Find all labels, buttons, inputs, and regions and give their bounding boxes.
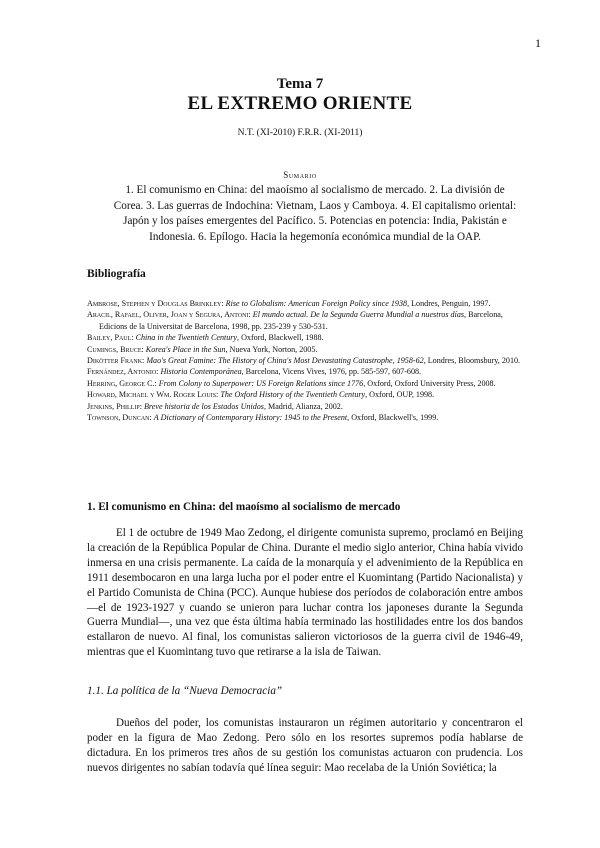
bib-author: Ambrose, Stephen y Douglas Brinkley: bbox=[87, 299, 224, 308]
bib-author: Dikötter Frank: bbox=[87, 356, 145, 366]
bibliography-entry bbox=[87, 378, 523, 389]
page-title: EL EXTREMO ORIENTE bbox=[187, 93, 413, 114]
bib-author: Herring, George C.: bbox=[87, 378, 157, 388]
bib-publication: , Oxford, OUP, 1998. bbox=[365, 390, 435, 400]
bib-title: El mundo actual. De la Segunda Guerra Mundial a nuestros días bbox=[252, 310, 465, 320]
bib-author: Townson, Duncan: bbox=[87, 413, 152, 423]
bib-publication: , Barcelona, Edicions de la Universitat de Barcelona, 1998, pp. 235-239 y 530-531. bbox=[99, 310, 503, 331]
bib-publication: , Oxford, Oxford University Press, 2008. bbox=[363, 378, 496, 388]
bib-title: Historia Contemporánea bbox=[160, 367, 242, 377]
bib-title: The Oxford History of the Twentieth Century bbox=[220, 390, 366, 400]
summary-text: 1. El comunismo en China: del maoísmo al socialismo de mercado. 2. La división de Corea. 3. Las guerras de Indochina: Vietnam, Laos y Camboya. 4. El capitalismo oriental: Japón y los países emergentes del Pacífico. 5. Potencias en potencia: India, Pakistán e Indonesia. 6. Epílogo. Hacia la hegemonía económica mundial de la OAP. bbox=[113, 184, 517, 243]
bib-title: China in the Twentieth Century bbox=[135, 333, 238, 343]
bibliography-entry bbox=[87, 389, 523, 400]
bib-publication: , Londres, Penguin, 1997. bbox=[407, 299, 491, 308]
paragraph-2: Dueños del poder, los comunistas instauraron un régimen autoritario y concentraron el poder en la figura de Mao Zedong. Pero sólo en los resortes supremos podía hablarse de dictadura. En los primeros tres años de su gestión los comunistas actuaron con prudencia. Los nuevos dirigentes no sabían todavía qué línea seguir: Mao recelaba de la Unión Soviética; la bbox=[87, 717, 523, 774]
bib-title: Rise to Globalism: American Foreign Policy since 1938 bbox=[225, 299, 408, 308]
bib-author: Aracil, Rafael, Oliver, Joan y Segura, Antoni: bbox=[87, 310, 251, 320]
bibliography-entry bbox=[87, 332, 523, 343]
bib-publication: , Oxford, Blackwell's, 1999. bbox=[347, 413, 439, 423]
paragraph-1: El 1 de octubre de 1949 Mao Zedong, el dirigente comunista supremo, proclamó en Beijing la creación de la República Popular de China. Durante el medio siglo anterior, China había vivido inmersa en una crisis permanente. La caída de la monarquía y el advenimiento de la República en 1911 desembocaron en una larga lucha por el poder entre el Kuomintang (Partido Nacionalista) y el Partido Comunista de China (PCC). Aunque hubiese dos períodos de colaboración entre ambos —el de 1923-1927 y cuando se unieron para luchar contra los japoneses durante la Segunda Guerra Mundial—, una vez que ésta última había terminado las hostilidades entre los dos bandos estallaron de nuevo. Al final, los comunistas salieron victoriosos de la guerra civil de 1946-49, mientras que el Kuomintang tuvo que retirarse a la isla de Taiwan. bbox=[87, 527, 523, 659]
bib-title: A Dictionary of Contemporary History: 1945 to the Present bbox=[153, 413, 348, 423]
bib-author: Cumings, Bruce: bbox=[87, 344, 144, 354]
bib-author: Howard, Michael y Wm. Roger Louis: bbox=[87, 390, 219, 400]
bib-title: Mao's Great Famine: The History of China's Most Devastating Catastrophe, 1958-62 bbox=[146, 356, 424, 366]
bibliography-heading: Bibliografía bbox=[87, 268, 146, 280]
bib-author: Jenkins, Phillip: bbox=[87, 401, 142, 411]
bibliography-entry bbox=[87, 344, 523, 355]
bib-publication: , Madrid, Alianza, 2002. bbox=[263, 401, 343, 411]
bibliography-entry bbox=[87, 355, 523, 366]
bib-publication: , Barcelona, Vicens Vives, 1976, pp. 585-597, 607-608. bbox=[241, 367, 422, 377]
bib-title: Korea's Place in the Sun bbox=[145, 344, 226, 354]
summary-heading: Sumario bbox=[283, 170, 317, 180]
bibliography-entry bbox=[87, 401, 523, 412]
page-number: 1 bbox=[535, 36, 541, 50]
bibliography-entry bbox=[87, 298, 523, 309]
bib-author: Fernández, Antonio: bbox=[87, 367, 159, 377]
bibliography-list bbox=[87, 298, 523, 423]
bib-publication: , Londres, Bloomsbury, 2010. bbox=[423, 356, 521, 366]
bibliography-entry bbox=[87, 309, 523, 332]
bib-title: Breve historia de los Estados Unidos bbox=[143, 401, 264, 411]
section-heading: 1. El comunismo en China: del maoísmo al socialismo de mercado bbox=[87, 501, 401, 513]
bib-title: From Colony to Superpower: US Foreign Relations since 1776 bbox=[158, 378, 364, 388]
subsection-heading: 1.1. La política de la “Nueva Democracia” bbox=[87, 685, 283, 697]
bibliography-entry bbox=[87, 366, 523, 377]
authors-line: N.T. (XI-2010) F.R.R. (XI-2011) bbox=[237, 128, 363, 138]
bibliography-entry bbox=[87, 412, 523, 423]
chapter-label: Tema 7 bbox=[276, 76, 324, 92]
bib-publication: , Nueva York, Norton, 2005. bbox=[225, 344, 318, 354]
bib-author: Bailey, Paul: bbox=[87, 333, 134, 343]
bib-publication: , Oxford, Blackwell, 1988. bbox=[237, 333, 324, 343]
